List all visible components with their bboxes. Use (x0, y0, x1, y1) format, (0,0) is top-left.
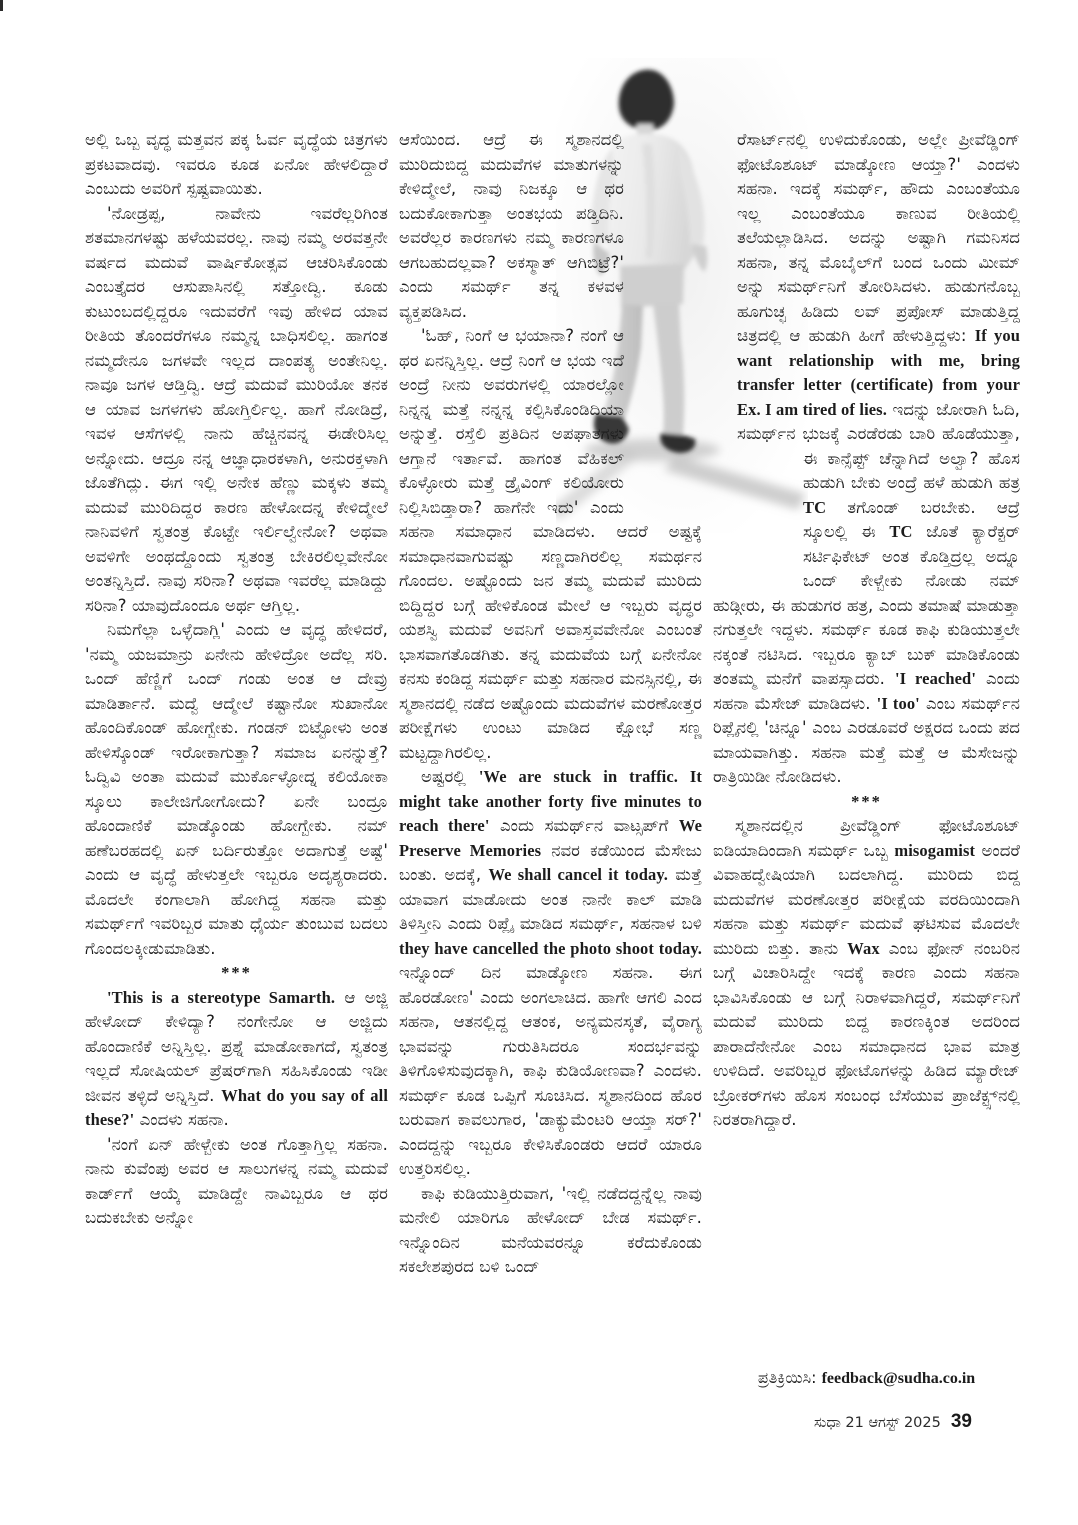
kannada-text-run: ರೆಸಾರ್ಟ್‌ನಲ್ಲಿ ಉಳಿದುಕೊಂಡು, ಅಲ್ಲೇ ಪ್ರೀವೆಡ್ಡಿಂಗ್ ಫೋಟೊಶೂಟ್ ಮಾಡ್ಕೋಣ ಆಯ್ತಾ?' ಎಂದಳು ಸಹನಾ. ಇದಕ್ಕೆ ಸಮರ್ಥ್, ಹೌದು ಎಂಬಂತೆಯೂ ಇಲ್ಲ ಎಂಬಂತೆಯೂ ಕಾಣುವ ರೀತಿಯಲ್ಲಿ ತಲೆಯಲ್ಲಾಡಿಸಿದ. ಅದನ್ನು ಅಷ್ಟಾಗಿ ಗಮನಿಸದ ಸಹನಾ, ತನ್ನ ಮೊಬೈಲ್‌ಗೆ ಬಂದ ಒಂದು ಮೀಮ್ ಅನ್ನು ಸಮರ್ಥ್‌ನಿಗೆ ತೋರಿಸಿದಳು. ಹುಡುಗನೊಬ್ಬ ಹೂಗುಚ್ಛ ಹಿಡಿದು ಲವ್ ಪ್ರಪೋಸ್ ಮಾಡುತ್ತಿದ್ದ ಚಿತ್ರದಲ್ಲಿ ಆ ಹುಡುಗಿ ಹೀಗೆ ಹೇಳುತ್ತಿದ್ದಳು: (737, 130, 1020, 345)
kannada-text-run: ನವರ ಕಡೆಯಿಂದ ಮೆಸೇಜು ಬಂತು. ಅದಕ್ಕೆ, (399, 840, 702, 884)
paragraph (85, 202, 388, 619)
paragraph (713, 128, 1020, 790)
english-bold-run: misogamist (894, 840, 976, 860)
kannada-text-run: ನಿಮಗೆಲ್ಲಾ ಒಳ್ಳೆದಾಗ್ಲಿ' ಎಂದು ಆ ವೃದ್ಧ ಹೇಳಿದರೆ, 'ನಮ್ಮ ಯಜಮಾನ್ರು ಏನೇನು ಹೇಳಿದ್ರೋ ಅದೆಲ್ಲ ಸರಿ. ಒಂದ್ ಹೆಣ್ಣಿಗೆ ಒಂದ್ ಗಂಡು ಅಂತ ಆ ದೇವ್ರು ಮಾಡಿರ್ತಾನೆ. ಮದ್ವೆ ಆದ್ಮೇಲೆ ಕಷ್ಟಾನೋ ಸುಖಾನೋ ಹೊಂದಿಕೊಂಡ್ ಹೋಗ್ಬೇಕು. ಗಂಡನ್ ಬಿಟ್ಟೋಳು ಅಂತ ಹೇಳಿಸ್ಕೊಂಡ್ ಇರೋಕಾಗುತ್ತಾ? ಸಮಾಜ ಏನನ್ನುತ್ತೆ? ಓದ್ವಿವಿ ಅಂತಾ ಮದುವೆ ಮುರ್ಕೊಳ್ಳೋದ್ನ ಕಲಿಯೋಕಾ ಸ್ಕೂಲು ಕಾಲೇಜಿಗೋಗೋದು? ಏನೇ ಬಂದ್ರೂ ಹೊಂದಾಣಿಕೆ ಮಾಡ್ಕೊಂಡು ಹೋಗ್ಬೇಕು. ನಮ್ ಹಣೆಬರಹದಲ್ಲಿ ಏನ್ ಬರ್ದಿರುತ್ತೋ ಅದಾಗುತ್ತೆ ಅಷ್ಟೆ' ಎಂದು ಆ ವೃದ್ಧೆ ಹೇಳುತ್ತಲೇ ಇಬ್ಬರೂ ಅದೃಶ್ಯರಾದರು. ಮೊದಲೇ ಕಂಗಾಲಾಗಿ ಹೋಗಿದ್ದ ಸಹನಾ ಮತ್ತು ಸಮರ್ಥ್‌ಗೆ ಇವರಿಬ್ಬರ ಮಾತು ಧೈರ್ಯ ತುಂಬುವ ಬದಲು ಗೊಂದಲಕ್ಕೀಡುಮಾಡಿತು. (85, 620, 388, 958)
kannada-text-run: ಎಂದಳು ಸಹನಾ. (134, 1110, 229, 1129)
kannada-text-run: ಆ ಅಜ್ಜಿ ಹೇಳೋದ್ ಕೇಳಿದ್ಯಾ? ನಂಗೇನೋ ಆ ಅಜ್ಜಿದು ಹೊಂದಾಣಿಕೆ ಅನ್ನಿಸ್ತಿಲ್ಲ. ಪ್ರಶ್ನೆ ಮಾಡೋಕಾಗದೆ, ಸ್ವತಂತ್ರ ಇಲ್ಲದೆ ಸೋಷಿಯಲ್ ಪ್ರೆಷರ್‌ಗಾಗಿ ಸಹಿಸಿಕೊಂಡು ಇಡೀ ಜೀವನ ತಳ್ಳಿದೆ ಅನ್ನಿಸ್ತಿದೆ. (85, 987, 388, 1105)
kannada-text-run: ಎಂದು ಸಮರ್ಥ್‌ನ ವಾಟ್ಸಪ್‌ಗೆ (489, 816, 679, 835)
kannada-text-run: ಅಂದರೆ ವಿವಾಹದ್ವೇಷಿಯಾಗಿ ಬದಲಾಗಿದ್ದ. ಮುರಿದು ಬಿದ್ದ ಮದುವೆಗಳ ಮರಣೋತ್ತರ ಪರೀಕ್ಷೆಯ ವರದಿಯಿಂದಾಗಿ ಸಹನಾ ಮತ್ತು ಸಮರ್ಥ್ ಮದುವೆ ಘಟಿಸುವ ಮೊದಲೇ ಮುರಿದು ಬಿತ್ತು. ತಾನು (713, 840, 1020, 958)
kannada-text-run: ಜೊತೆ ಕ್ಯಾರೆಕ್ಟರ್ ಸರ್ಟಿಫಿಕೇಟ್ ಅಂತ ಕೊಡ್ತಿದ್ರಲ್ಲ ಅದ್ನೂ ಒಂದ್ ಕೇಳ್ಬೇಕು ನೋಡು ನಮ್ ಹುಡ್ಗೀರು, ಈ ಹುಡುಗರ ಹತ್ರ, ಎಂದು ತಮಾಷೆ ಮಾಡುತ್ತಾ ನಗುತ್ತಲೇ ಇದ್ದಳು. ಸಮರ್ಥ್ ಕೂಡ ಕಾಫಿ ಕುಡಿಯುತ್ತಲೇ ನಕ್ಕಂತೆ ನಟಿಸಿದ. ಇಬ್ಬರೂ ಕ್ಯಾಬ್ ಬುಕ್ ಮಾಡಿಕೊಂಡು ತಂತಮ್ಮ ಮನೆಗೆ ವಾಪಸ್ಸಾದರು. (713, 522, 1020, 688)
kannada-text-run: ಇದನ್ನು ಜೋರಾಗಿ ಓದಿ, ಸಮರ್ಥ್‌ನ ಭುಜಕ್ಕೆ ಎರಡೆರಡು ಬಾರಿ ಹೊಡೆಯುತ್ತಾ, ಈ ಕಾನ್ಸೆಪ್ಟ್ ಚೆನ್ನಾಗಿದೆ ಅಲ್ವಾ? ಹೊಸ ಹುಡುಗಿ ಬೇಕು ಅಂದ್ರೆ ಹಳೆ ಹುಡುಗಿ ಹತ್ರ (737, 399, 1020, 492)
kannada-text-run: ಇನ್ನೊಂದ್ ದಿನ ಮಾಡ್ಕೋಣ ಸಹನಾ. ಈಗ ಹೊರಡೋಣ' ಎಂದು ಅಂಗಲಾಚಿದ. ಹಾಗೇ ಆಗಲಿ ಎಂದ ಸಹನಾ, ಆತನಲ್ಲಿದ್ದ ಆತಂಕ, ಅನ್ಯಮನಸ್ಕತೆ, ವೈರಾಗ್ಯ ಭಾವವನ್ನು ಗುರುತಿಸಿದರೂ ಸಂದರ್ಭವನ್ನು ತಿಳಿಗೊಳಿಸುವುದಕ್ಕಾಗಿ, ಕಾಫಿ ಕುಡಿಯೋಣವಾ? ಎಂದಳು. ಸಮರ್ಥ್ ಕೂಡ ಒಪ್ಪಿಗೆ ಸೂಚಿಸಿದ. ಸ್ಮಶಾನದಿಂದ ಹೊರ ಬರುವಾಗ ಕಾವಲುಗಾರ, 'ಡಾಕ್ಯುಮೆಂಟರಿ ಆಯ್ತಾ ಸರ್?' ಎಂದದ್ದನ್ನು ಇಬ್ಬರೂ ಕೇಳಿಸಿಕೊಂಡರು ಆದರೆ ಯಾರೂ ಉತ್ತರಿಸಲಿಲ್ಲ. (399, 963, 702, 1178)
text-column-1 (85, 128, 388, 1404)
english-bold-run: 'We are stuck in traffic. It might take another forty five minutes to reach there' (399, 767, 702, 835)
kannada-text-run: ಎಂಬ ಫೋನ್ ನಂಬರಿನ ಬಗ್ಗೆ ವಿಚಾರಿಸಿದ್ದೇ ಇದಕ್ಕೆ ಕಾರಣ ಎಂದು ಸಹನಾ ಭಾವಿಸಿಕೊಂಡು ಆ ಬಗ್ಗೆ ನಿರಾಳವಾಗಿದ್ದರೆ, ಸಮರ್ಥ್‌ನಿಗೆ ಮದುವೆ ಮುರಿದು ಬಿದ್ದ ಕಾರಣಕ್ಕಿಂತ ಅದರಿಂದ ಪಾರಾದೆನೇನೋ ಎಂಬ ಸಮಾಧಾನದ ಭಾವ ಮಾತ್ರ ಉಳಿದಿದೆ. ಅವರಿಬ್ಬರ ಫೋಟೊಗಳನ್ನು ಹಿಡಿದ ಮ್ಯಾರೇಜ್ ಬ್ರೋಕರ್‌ಗಳು ಹೊಸ ಸಂಬಂಧ ಬೆಸೆಯುವ ಪ್ರಾಜೆಕ್ಟ್ಸ್‌ನಲ್ಲಿ ನಿರತರಾಗಿದ್ದಾರೆ. (713, 938, 1020, 1129)
english-bold-run: 'I too' (876, 693, 920, 713)
scan-artifact-mark (0, 0, 3, 11)
text-column-2 (399, 128, 702, 1404)
english-bold-run: We shall cancel it today. (488, 865, 668, 884)
kannada-text-run: ಸ್ಮಶಾನದಲ್ಲಿನ ಪ್ರೀವೆಡ್ಡಿಂಗ್ ಫೋಟೊಶೂಟ್ ಐಡಿಯಾದಿಂದಾಗಿ ಸಮರ್ಥ್ ಒಬ್ಬ (713, 816, 1020, 860)
kannada-text-run: ಆಸೆಯಿಂದ. ಆದ್ರೆ ಈ ಸ್ಮಶಾನದಲ್ಲಿ ಮುರಿದುಬಿದ್ದ ಮದುವೆಗಳ ಮಾತುಗಳನ್ನು ಕೇಳಿದ್ಮೇಲೆ, ನಾವು ನಿಜಕ್ಕೂ ಆ ಥರ ಬದುಕೋಕಾಗುತ್ತಾ ಅಂತಭಯ ಪಡ್ತಿದಿನಿ. ಅವರೆಲ್ಲರ ಕಾರಣಗಳು ನಮ್ಮ ಕಾರಣಗಳೂ ಆಗಬಹುದಲ್ಲವಾ? ಅಕಸ್ಮಾತ್ ಆಗಿಬಿಟ್ರೆ?' ಎಂದು ಸಮರ್ಥ್ ತನ್ನ ಕಳವಳ ವ್ಯಕ್ತಪಡಿಸಿದ. (399, 130, 624, 321)
kannada-text-run: ಎಂಬ ಸಮರ್ಥ್‌ನ ರಿಪ್ಲೈನಲ್ಲಿ 'ಚಿನ್ನೂ' ಎಂಬ ಎರಡೂವರೆ ಅಕ್ಷರದ ಒಂದು ಪದ ಮಾಯವಾಗಿತ್ತು. ಸಹನಾ ಮತ್ತೆ ಮತ್ತೆ ಆ ಮೆಸೇಜನ್ನು ರಾತ್ರಿಯಿಡೀ ನೋಡಿದಳು. (713, 693, 1020, 786)
paragraph (399, 1182, 702, 1280)
kannada-text-run: ಕಾಫಿ ಕುಡಿಯುತ್ತಿರುವಾಗ, 'ಇಲ್ಲಿ ನಡೆದದ್ದನ್ನೆಲ್ಲ ನಾವು ಮನೇಲಿ ಯಾರಿಗೂ ಹೇಳೋದ್ ಬೇಡ ಸಮರ್ಥ್. ಇನ್ನೊಂದಿನ ಮನೆಯವರನ್ನೂ ಕರೆದುಕೊಂಡು ಸಕಲೇಶಪುರದ ಬಳಿ ಒಂದ್ (399, 1183, 702, 1276)
kannada-text-run: ಮತ್ತೆ ಯಾವಾಗ ಮಾಡೋದು ಅಂತ ನಾನೇ ಕಾಲ್ ಮಾಡಿ ತಿಳಿಸ್ತೀನಿ ಎಂದು ರಿಪ್ಲೈ ಮಾಡಿದ ಸಮರ್ಥ್, ಸಹನಾಳ ಬಳಿ (399, 865, 702, 933)
kannada-text-run: 'ಓಹ್, ನಿಂಗೆ ಆ ಭಯಾನಾ? ನಂಗೆ ಆ ಥರ ಏನನ್ನಿಸ್ತಿಲ್ಲ. ಆದ್ರೆ ನಿಂಗೆ ಆ ಭಯ ಇದೆ ಅಂದ್ರೆ ನೀನು ಅವರುಗಳಲ್ಲಿ ಯಾರಲ್ಲೋ ನಿನ್ನನ್ನ ಮತ್ತೆ ನನ್ನನ್ನ ಕಲ್ಪಿಸಿಕೊಂಡಿದಿಯಾ ಅನ್ನುತ್ತೆ. ರಸ್ತೆಲಿ ಪ್ರತಿದಿನ ಅಪಘಾತಗಳು ಆಗ್ತಾನೆ ಇರ್ತಾವೆ. ಹಾಗಂತ ವೆಹಿಕಲ್ ಕೊಳ್ಳೋರು ಮತ್ತೆ ಡ್ರೈವಿಂಗ್ ಕಲಿಯೋರು ನಿಲ್ಲಿಸಿಬಿಡ್ತಾರಾ? ಹಾಗೆನೇ ಇದು' ಎಂದು ಸಹನಾ ಸಮಾಧಾನ ಮಾಡಿದಳು. ಆದರೆ ಅಷ್ಟಕ್ಕೆ ಸಮಾಧಾನವಾಗುವಷ್ಟು ಸಣ್ಣದಾಗಿರಲಿಲ್ಲ ಸಮರ್ಥನ ಗೊಂದಲ. ಅಷ್ಟೊಂದು ಜನ ತಮ್ಮ ಮದುವೆ ಮುರಿದು ಬಿದ್ದಿದ್ದರ ಬಗ್ಗೆ ಹೇಳಿಕೊಂಡ ಮೇಲೆ ಆ ಇಬ್ಬರು ವೃದ್ಧರ ಯಶಸ್ವಿ ಮದುವೆ ಅವನಿಗೆ ಅವಾಸ್ತವವೇನೋ ಎಂಬಂತೆ ಭಾಸವಾಗತೊಡಗಿತು. ತನ್ನ ಮದುವೆಯ ಬಗ್ಗೆ ಏನೇನೋ ಕನಸು ಕಂಡಿದ್ದ ಸಮರ್ಥ್ ಮತ್ತು ಸಹನಾರ ಮನಸ್ಸಿನಲ್ಲಿ, ಈ ಸ್ಮಶಾನದಲ್ಲಿ ನಡೆದ ಅಷ್ಟೊಂದು ಮದುವೆಗಳ ಮರಣೋತ್ತರ ಪರೀಕ್ಷೆಗಳು ಉಂಟು ಮಾಡಿದ ಕ್ಷೋಭೆ ಸಣ್ಣ ಮಟ್ಟದ್ದಾಗಿರಲಿಲ್ಲ. (399, 326, 702, 762)
text-column-3 (713, 128, 1020, 1404)
kannada-text-run: ಅಲ್ಲಿ ಒಬ್ಬ ವೃದ್ಧ ಮತ್ತವನ ಪಕ್ಕ ಓರ್ವ ವೃದ್ಧೆಯ ಚಿತ್ರಗಳು ಪ್ರಕಟವಾದವು. ಇವರೂ ಕೂಡ ಏನೋ ಹೇಳಲಿದ್ದಾರೆ ಎಂಬುದು ಅವರಿಗೆ ಸ್ಪಷ್ಟವಾಯಿತು. (85, 130, 388, 198)
kannada-text-run: ತಗೊಂಡ್ ಬರಬೇಕು. ಆದ್ರೆ ಸ್ಕೂಲಲ್ಲಿ ಈ (803, 497, 1020, 541)
english-bold-run: 'This is a stereotype Samarth. (107, 987, 336, 1007)
kannada-text-run: ಅಷ್ಟರಲ್ಲಿ (421, 767, 479, 786)
paragraph (85, 1133, 388, 1231)
paragraph (85, 128, 388, 202)
image-wrap-spacer (713, 461, 803, 584)
english-bold-run: TC (803, 497, 827, 517)
kannada-text-run: 'ನಂಗೆ ಏನ್ ಹೇಳ್ಬೇಕು ಅಂತ ಗೊತ್ತಾಗ್ತಿಲ್ಲ ಸಹನಾ. ನಾನು ಕುವೆಂಪು ಅವರ ಆ ಸಾಲುಗಳನ್ನ ನಮ್ಮ ಮದುವೆ ಕಾರ್ಡ್‌ಗೆ ಆಯ್ಕೆ ಮಾಡಿದ್ದೇ ನಾವಿಬ್ಬರೂ ಆ ಥರ ಬದುಕಬೇಕು ಅನ್ನೋ (85, 1134, 388, 1227)
section-divider: *** (221, 963, 252, 982)
issue-date: ಸುಧಾ 21 ಆಗಸ್ಟ್ 2025 (814, 1415, 941, 1431)
english-bold-run: 'I reached' (894, 669, 977, 688)
english-bold-run: If you want relationship with me, bring transfer letter (certificate) from your Ex. I am tired of lies. (737, 326, 1020, 419)
page-number: 39 (950, 1411, 972, 1432)
paragraph (85, 618, 388, 961)
paragraph (399, 765, 702, 1182)
issue-date-line (814, 1411, 972, 1433)
feedback-label: ಪ್ರತಿಕ್ರಿಯಿಸಿ: (757, 1368, 817, 1387)
kannada-text-run: ಎಂದು ಸಹನಾ ಮೆಸೇಜ್ ಮಾಡಿದಳು. (713, 669, 1020, 713)
image-wrap-spacer (624, 128, 702, 512)
paragraph (713, 814, 1020, 1133)
feedback-line (713, 1366, 1020, 1391)
kannada-text-run: 'ನೋಡ್ರಪ್ಪ, ನಾವೇನು ಇವರೆಲ್ಲರಿಗಿಂತ ಶತಮಾನಗಳಷ್ಟು ಹಳೆಯವರಲ್ಲ. ನಾವು ನಮ್ಮ ಅರವತ್ತನೇ ವರ್ಷದ ಮದುವೆ ವಾರ್ಷಿಕೋತ್ಸವ ಆಚರಿಸಿಕೊಂಡು ಎಂಬತ್ತೈದರ ಆಸುಪಾಸಿನಲ್ಲಿ ಸತ್ತೋದ್ವಿ. ಕೂಡು ಕುಟುಂಬದಲ್ಲಿದ್ದರೂ ಇದುವರೆಗೆ ಇವು ಹೇಳಿದ ಯಾವ ರೀತಿಯ ತೊಂದರೆಗಳೂ ನಮ್ಮನ್ನ ಬಾಧಿಸಲಿಲ್ಲ. ಹಾಗಂತ ನಮ್ಮದೇನೂ ಜಗಳವೇ ಇಲ್ಲದ ದಾಂಪತ್ಯ ಅಂತೇನಿಲ್ಲ. ನಾವೂ ಜಗಳ ಆಡ್ತಿದ್ವಿ. ಆದ್ರೆ ಮದುವೆ ಮುರಿಯೋ ತನಕ ಆ ಯಾವ ಜಗಳಗಳು ಹೋಗ್ತಿರ್ಲಿಲ್ಲ. ಹಾಗೆ ನೋಡಿದ್ರೆ, ಇವಳ ಆಸೆಗಳಲ್ಲಿ ನಾನು ಹೆಚ್ಚಿನವನ್ನ ಈಡೇರಿಸಿಲ್ಲ ಅನ್ನೋದು. ಆದ್ರೂ ನನ್ನ ಆಜ್ಞಾಧಾರಕಳಾಗಿ, ಅನುರಕ್ತಳಾಗಿ ಜೊತೆಗಿದ್ಲು. ಈಗ ಇಲ್ಲಿ ಅನೇಕ ಹೆಣ್ಣು ಮಕ್ಕಳು ತಮ್ಮ ಮದುವೆ ಮುರಿದಿದ್ದರ ಕಾರಣ ಹೇಳೋದನ್ನ ಕೇಳಿದ್ಮೇಲೆ ನಾನಿವಳಿಗೆ ಸ್ವತಂತ್ರ ಕೊಟ್ಟೇ ಇರ್ಲಿಲ್ವೇನೋ? ಅಥವಾ ಅವಳಿಗೇ ಅಂಥದ್ದೊಂದು ಸ್ವತಂತ್ರ ಬೇಕಿರಲಿಲ್ಲವೇನೋ ಅಂತನ್ನಿಸ್ತಿದೆ. ನಾವು ಸರಿನಾ? ಅಥವಾ ಇವರೆಲ್ಲ ಮಾಡಿದ್ದು ಸರಿನಾ? ಯಾವುದೊಂದೂ ಅರ್ಥ ಆಗ್ತಿಲ್ಲ. (85, 203, 388, 615)
section-divider: *** (851, 791, 882, 811)
image-wrap-spacer (713, 128, 737, 461)
english-bold-run: Wax (847, 938, 880, 958)
english-bold-run: What do you say of all these?' (85, 1085, 388, 1129)
paragraph (85, 986, 388, 1133)
english-bold-run: they have cancelled the photo shoot today. (399, 938, 702, 958)
english-bold-run: We Preserve Memories (399, 816, 702, 860)
english-bold-run: TC (889, 522, 913, 541)
feedback-email-link[interactable]: feedback@sudha.co.in (821, 1370, 976, 1387)
